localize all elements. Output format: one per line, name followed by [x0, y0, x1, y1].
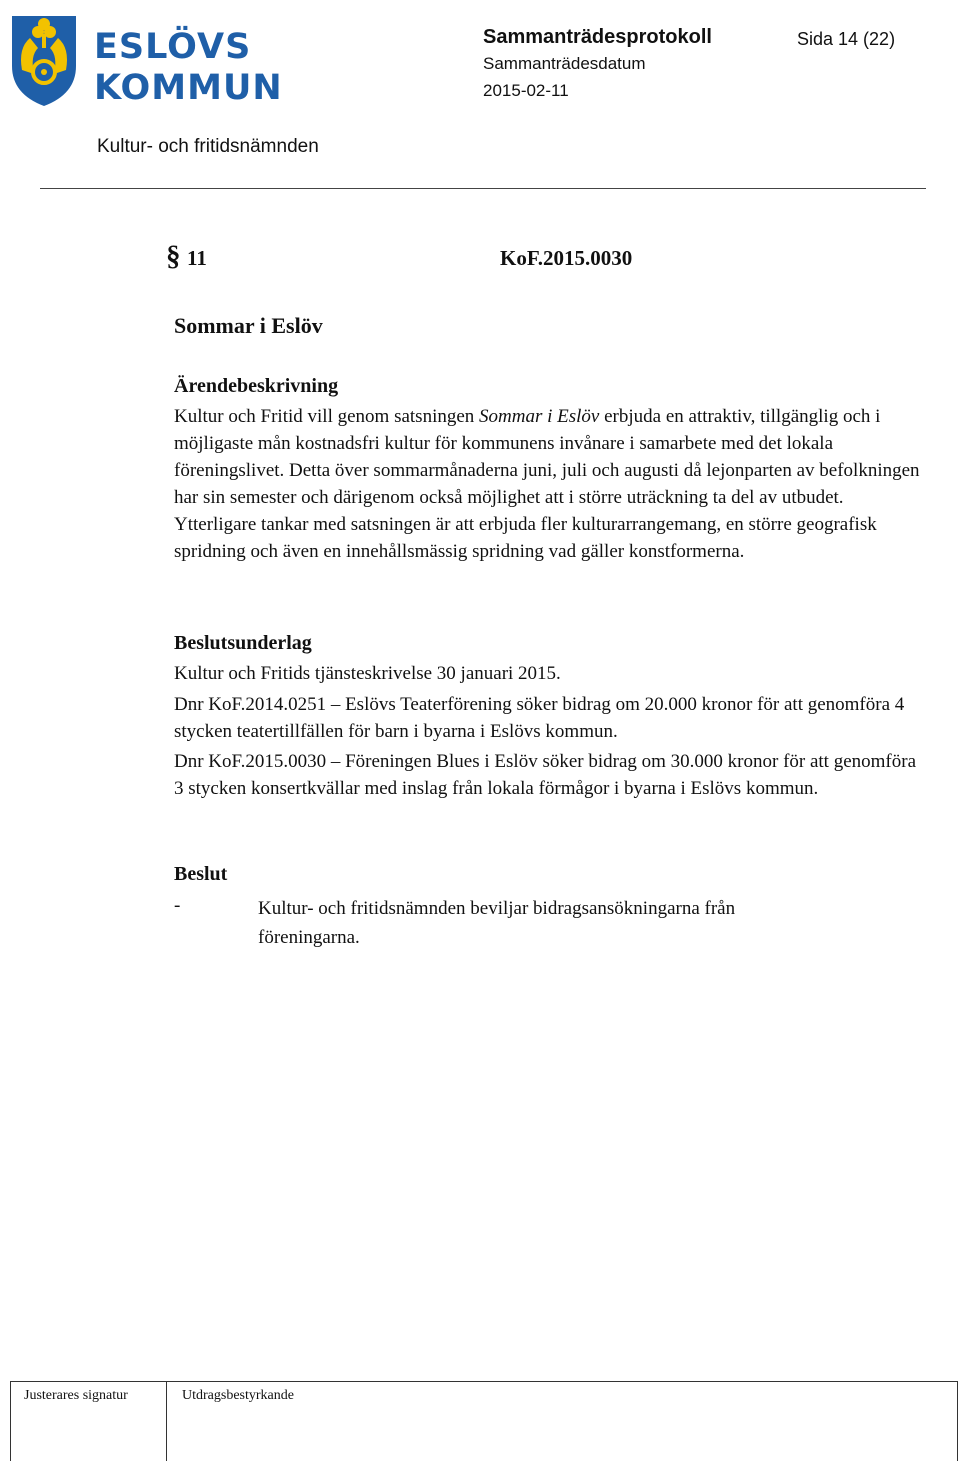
- list-bullet: -: [174, 895, 181, 916]
- eslovs-kommun-logo: [8, 8, 283, 108]
- beslut-text: Kultur- och fritidsnämnden beviljar bidragsansökningarna från föreningarna.: [258, 898, 736, 948]
- footer-cell-border: [957, 1381, 958, 1461]
- beslutsunderlag-item: Dnr KoF.2014.0251 – Eslövs Teaterförening söker bidrag om 20.000 kronor för att genomföra 4 stycken teatertillfällen för barn i byarna i Eslövs kommun.: [174, 694, 905, 742]
- logo-text-line1: ESLÖVS: [94, 27, 252, 67]
- header-divider: [40, 188, 926, 189]
- beslutsunderlag-heading: Beslutsunderlag: [174, 632, 312, 654]
- beslutsunderlag-item: Dnr KoF.2015.0030 – Föreningen Blues i Eslöv söker bidrag om 30.000 kronor för att genomföra 3 stycken konsertkvällar med inslag från lokala förmågor i byarna i Eslövs kommun.: [174, 751, 917, 799]
- meeting-date: 2015-02-11: [483, 81, 569, 100]
- page-number: Sida 14 (22): [797, 29, 896, 49]
- paragraph-number: 11: [187, 246, 207, 270]
- footer-cell-border: [10, 1381, 11, 1461]
- coat-of-arms-icon: [8, 8, 80, 108]
- beslutsunderlag-item: Kultur och Fritids tjänsteskrivelse 30 januari 2015.: [174, 663, 561, 684]
- footer-certification-label: Utdragsbestyrkande: [182, 1388, 294, 1403]
- section-symbol: §: [166, 240, 181, 272]
- project-name: Sommar i Eslöv: [479, 406, 600, 427]
- item-title: Sommar i Eslöv: [174, 313, 323, 338]
- meeting-date-label: Sammanträdesdatum: [483, 54, 646, 73]
- text-segment: erbjuda en attraktiv, tillgänglig och i möjligaste mån kostnadsfri kultur för kommunens invånare i samarbete med det lokala föreningslivet. Detta över sommarmånaderna juni, juli och augusti då lejonparten av befolkningen har sin semester och därigenom också möjlighet att i större uträckning ta del av utbudet. Ytterligare tankar med satsningen är att erbjuda fler kulturarrangemang, en större geografisk spridning och även en innehållsmässig spridning vad gäller konstformerna.: [174, 406, 920, 562]
- arendebeskrivning-heading: Ärendebeskrivning: [174, 375, 339, 397]
- case-number: KoF.2015.0030: [500, 246, 633, 270]
- footer-cell-border: [166, 1381, 167, 1461]
- footer-signature-label: Justerares signatur: [24, 1388, 128, 1403]
- logo-text-line2: KOMMUN: [94, 68, 283, 108]
- arendebeskrivning-text: [174, 403, 924, 565]
- footer-divider: [10, 1381, 958, 1382]
- text-segment: Kultur och Fritid vill genom satsningen: [174, 406, 480, 427]
- beslut-heading: Beslut: [174, 863, 228, 885]
- document-title: Sammanträdesprotokoll: [483, 26, 712, 48]
- committee-name: Kultur- och fritidsnämnden: [97, 136, 319, 157]
